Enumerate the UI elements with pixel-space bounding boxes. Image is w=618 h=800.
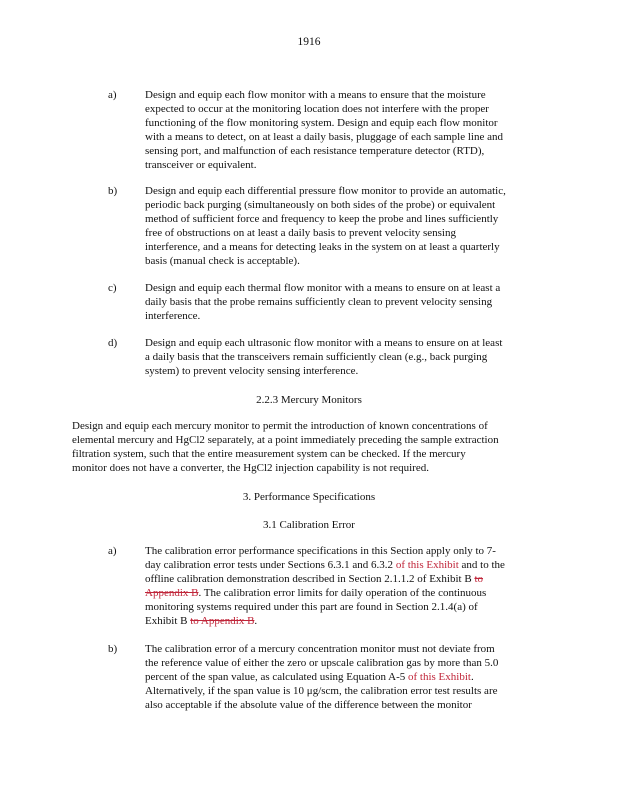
- text-line: also acceptable if the absolute value of the difference between the monitor: [145, 698, 472, 711]
- text-line: Design and equip each mercury monitor to permit the introduction of known concentrations of: [72, 420, 488, 432]
- text-line: functioning of the flow monitoring system. Design and equip each flow monitor: [145, 116, 498, 129]
- text-line: Design and equip each ultrasonic flow monitor with a means to ensure on at least: [145, 337, 503, 349]
- text-line: interference, and a means for detecting leaks in the system on at least a quarterly: [145, 240, 500, 253]
- text-line: transceiver or equivalent.: [145, 158, 257, 171]
- mercury-paragraph: [72, 420, 552, 476]
- text-line: [145, 587, 545, 601]
- deleted-text: Appendix B: [145, 586, 199, 599]
- text-line: Design and equip each thermal flow monitor with a means to ensure on at least a: [145, 282, 501, 294]
- text-line: a daily basis that the transceivers remain sufficiently clean (e.g., back purging: [145, 350, 488, 363]
- item-text: [145, 185, 545, 268]
- inserted-text: of this Exhibit: [408, 670, 471, 683]
- section-heading-mercury-monitors: 2.2.3 Mercury Monitors: [256, 394, 362, 406]
- item-label: b): [108, 185, 118, 197]
- item-label: d): [108, 337, 118, 349]
- text-line: Design and equip each differential pressure flow monitor to provide an automatic,: [145, 185, 506, 197]
- text-run: percent of the span value, as calculated using Equation A-5: [145, 670, 408, 683]
- text-run: and to the: [458, 558, 505, 571]
- item-text: [145, 282, 545, 324]
- item-text: [145, 337, 545, 379]
- text-line: [145, 671, 545, 685]
- text-line: [145, 573, 545, 587]
- text-line: daily basis that the probe remains sufficiently clean to prevent velocity sensing: [145, 295, 493, 308]
- text-line: The calibration error performance specifications in this Section apply only to 7-: [145, 545, 496, 557]
- item-label: b): [108, 643, 118, 655]
- text-line: monitoring systems required under this part are found in Section 2.1.4(a) of: [145, 600, 478, 613]
- text-line: Design and equip each flow monitor with a means to ensure that the moisture: [145, 89, 486, 101]
- text-line: Alternatively, if the span value is 10 μg/scm, the calibration error test results are: [145, 684, 498, 697]
- text-line: elemental mercury and HgCl2 separately, at a point immediately preceding the sample extraction: [72, 433, 499, 446]
- text-line: periodic back purging (simultaneously on both sides of the probe) or equivalent: [145, 198, 496, 211]
- text-line: monitor does not have a converter, the HgCl2 injection capability is not required.: [72, 461, 429, 474]
- text-line: expected to occur at the monitoring location does not interfere with the proper: [145, 102, 489, 115]
- item-label: a): [108, 545, 117, 557]
- deleted-text: to Appendix B: [190, 614, 255, 627]
- text-run: day calibration error tests under Sections 6.3.1 and 6.3.2: [145, 558, 396, 571]
- item-text: [145, 545, 545, 628]
- page-number: 1916: [297, 36, 321, 48]
- item-label: c): [108, 282, 117, 294]
- item-label: a): [108, 89, 117, 101]
- text-line: method of sufficient force and frequency to keep the probe and lines sufficiently: [145, 212, 499, 225]
- inserted-text: of this Exhibit: [395, 558, 459, 571]
- text-line: The calibration error of a mercury concentration monitor must not deviate from: [145, 643, 495, 655]
- section-heading-calibration-error: 3.1 Calibration Error: [263, 519, 355, 531]
- text-line: sensing port, and malfunction of each resistance temperature detector (RTD),: [145, 144, 485, 157]
- section-heading-performance-specifications: 3. Performance Specifications: [242, 491, 376, 503]
- text-line: filtration system, such that the entire measurement system can be checked. If the mercury: [72, 447, 466, 460]
- item-text: [145, 643, 545, 713]
- deleted-text: to: [474, 572, 483, 585]
- text-run: Exhibit B: [145, 614, 191, 627]
- text-line: free of obstructions on at least a daily basis to prevent velocity sensing: [145, 226, 456, 239]
- text-line: basis (manual check is acceptable).: [145, 254, 300, 267]
- text-line: interference.: [145, 309, 201, 322]
- item-text: [145, 89, 545, 172]
- text-run: offline calibration demonstration described in Section 2.1.1.2 of Exhibit B: [145, 572, 475, 585]
- text-run: .: [470, 670, 474, 683]
- text-line: [145, 615, 545, 629]
- text-run: . The calibration error limits for daily operation of the continuous: [198, 586, 487, 599]
- text-line: with a means to detect, on at least a daily basis, pluggage of each sample line and: [145, 130, 503, 143]
- text-line: system) to prevent velocity sensing interference.: [145, 364, 359, 377]
- text-line: the reference value of either the zero or upscale calibration gas by more than 5.0: [145, 656, 499, 669]
- text-line: [145, 559, 545, 573]
- text-run: .: [254, 614, 258, 627]
